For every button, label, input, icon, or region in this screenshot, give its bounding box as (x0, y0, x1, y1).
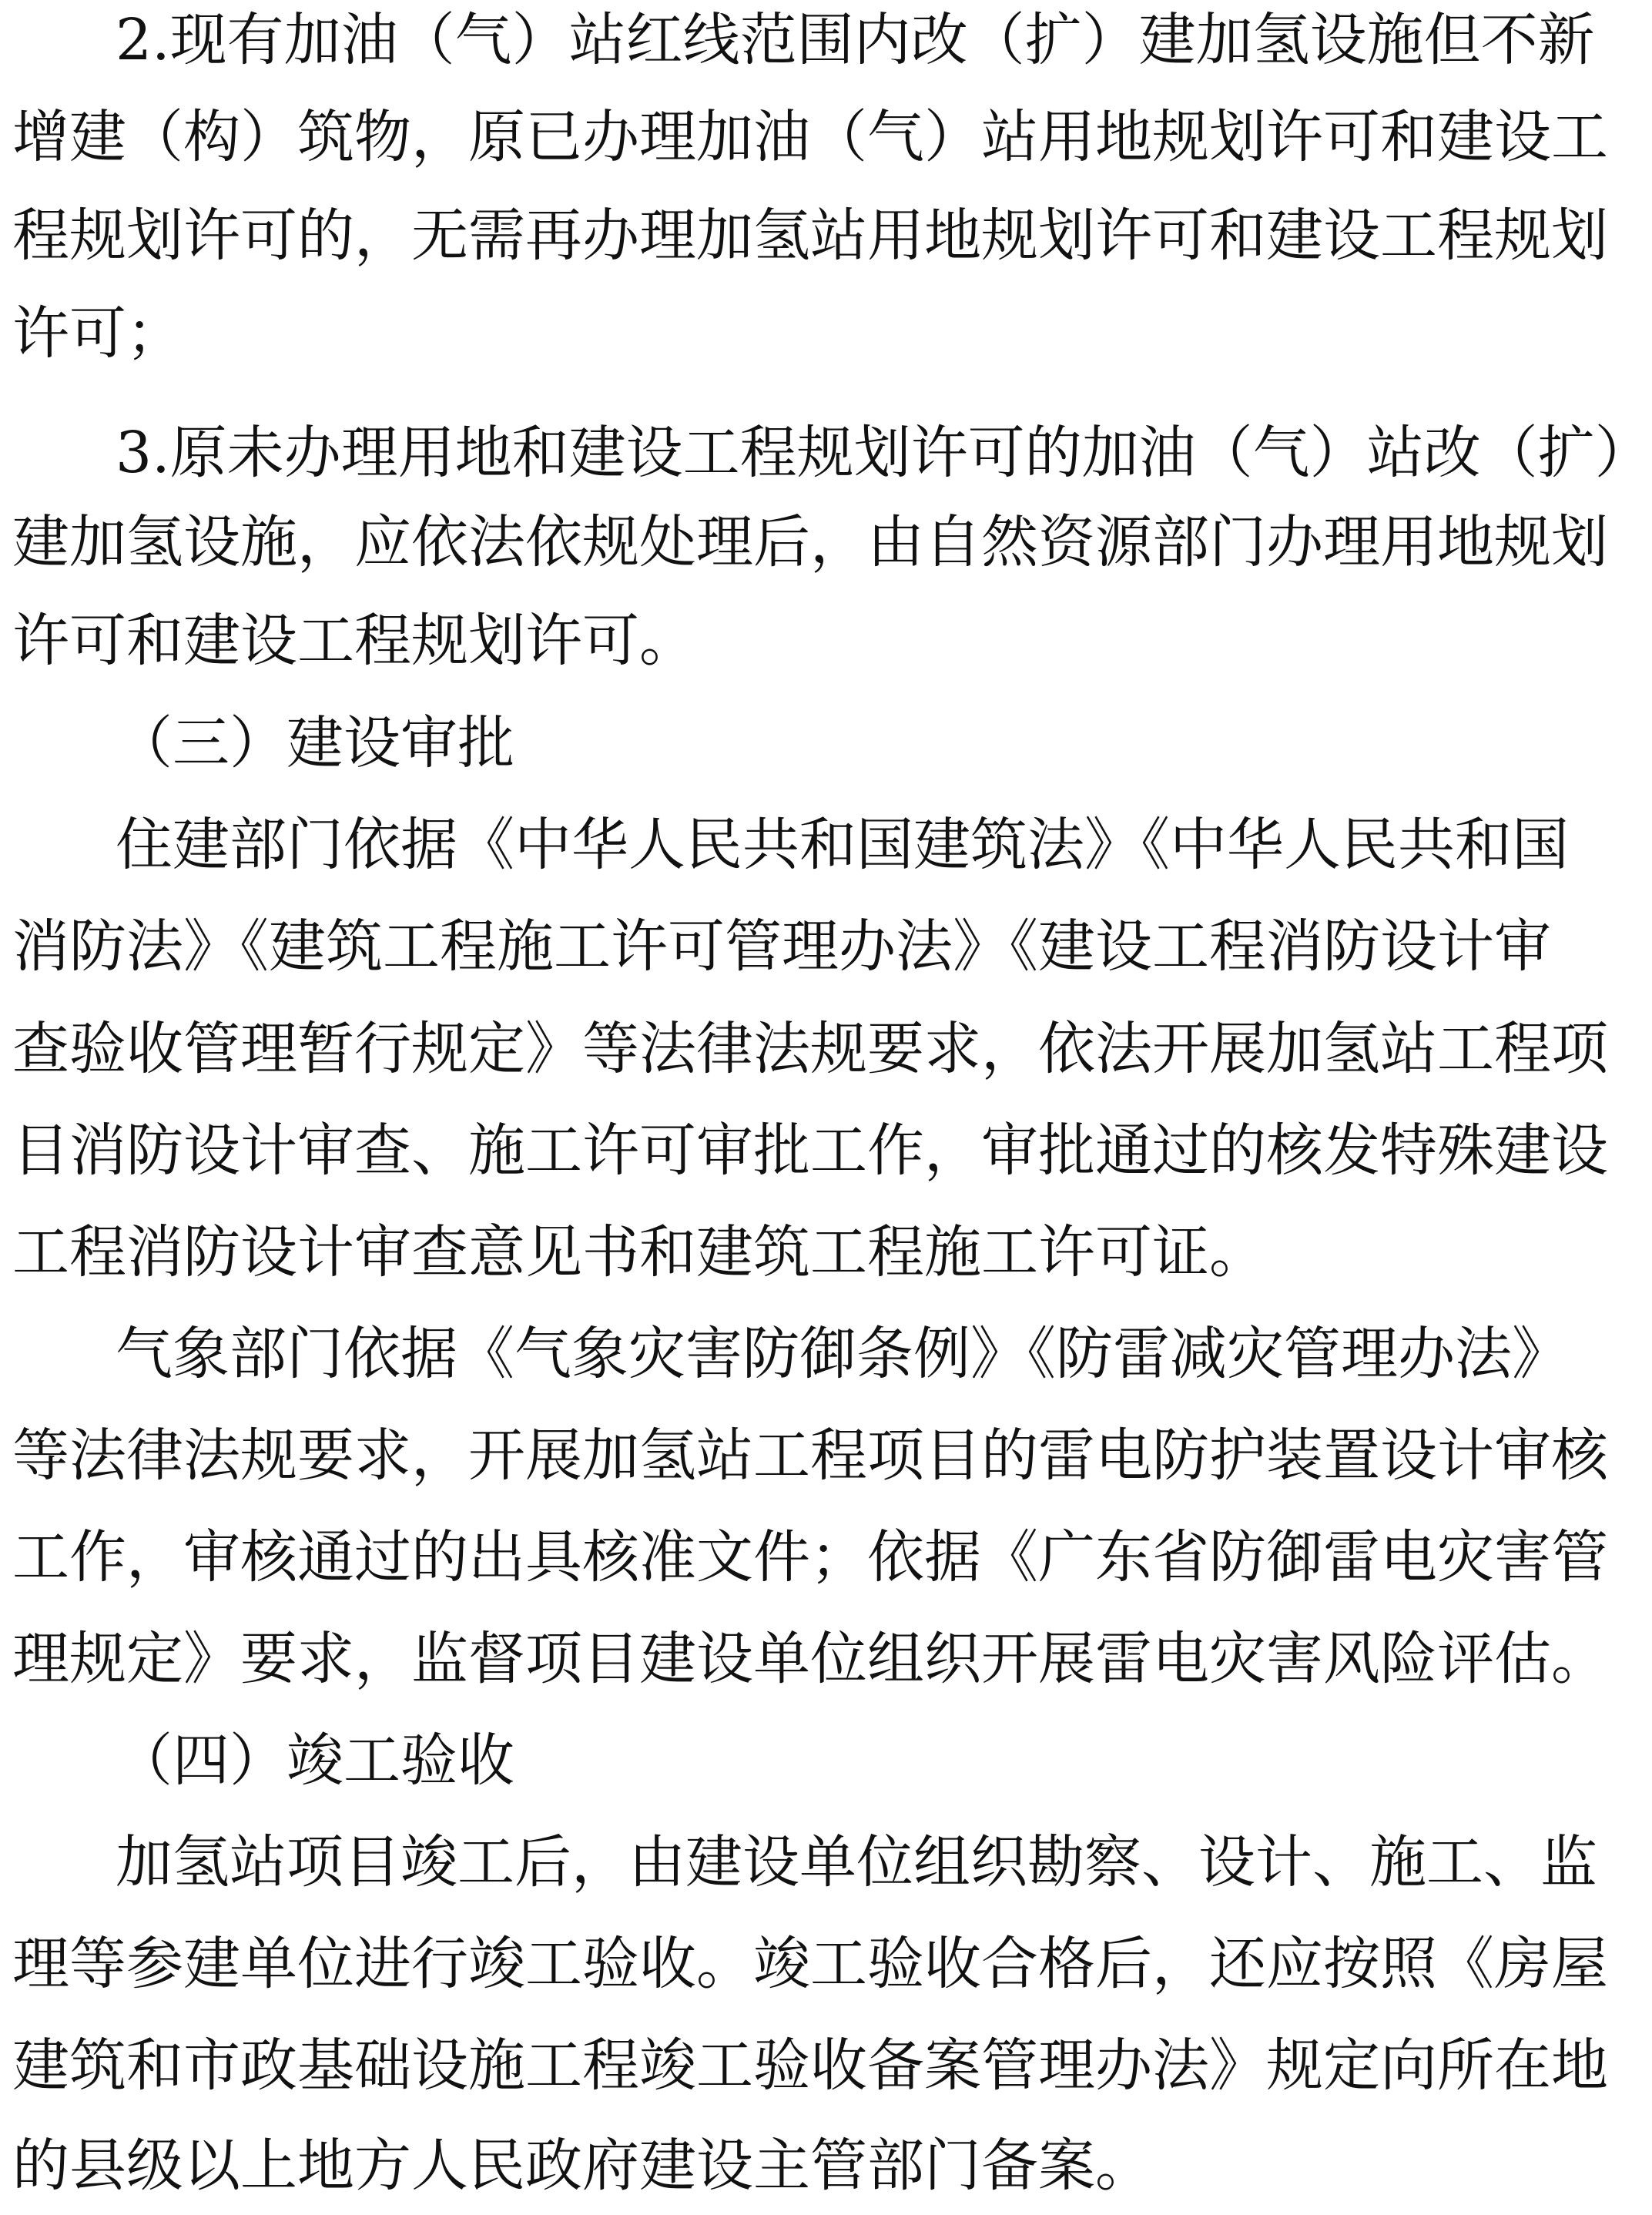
construction-approval-line-3: 查验收管理暂行规定》等法律法规要求，依法开展加氢站工程项 (12, 1016, 1608, 1082)
section-heading-construction-approval: （三）建设审批 (116, 710, 514, 776)
construction-approval-line-4: 目消防设计审查、施工许可审批工作，审批通过的核发特殊建设 (12, 1118, 1608, 1184)
completion-acceptance-line-1: 加氢站项目竣工后，由建设单位组织勘察、设计、施工、监 (116, 1829, 1597, 1895)
completion-acceptance-line-4: 的县级以上地方人民政府建设主管部门备案。 (12, 2133, 1152, 2199)
meteorology-approval-line-1: 气象部门依据《气象灾害防御条例》《防雷减灾管理办法》 (116, 1321, 1569, 1387)
item-3-line-2: 建加氢设施，应依法依规处理后，由自然资源部门办理用地规划 (12, 509, 1608, 575)
item-3-line-1: 3.原未办理用地和建设工程规划许可的加油（气）站改（扩） (116, 420, 1652, 486)
item-2-line-4: 许可； (12, 300, 183, 367)
item-2-line-3: 程规划许可的，无需再办理加氢站用地规划许可和建设工程规划 (12, 203, 1608, 269)
section-heading-completion-acceptance: （四）竣工验收 (116, 1727, 514, 1794)
construction-approval-line-5: 工程消防设计审查意见书和建筑工程施工许可证。 (12, 1219, 1266, 1285)
item-2-line-2: 增建（构）筑物，原已办理加油（气）站用地规划许可和建设工 (12, 104, 1608, 170)
completion-acceptance-line-2: 理等参建单位进行竣工验收。竣工验收合格后，还应按照《房屋 (12, 1931, 1608, 1997)
meteorology-approval-line-4: 理规定》要求，监督项目建设单位组织开展雷电灾害风险评估。 (12, 1626, 1608, 1692)
construction-approval-line-2: 消防法》《建筑工程施工许可管理办法》《建设工程消防设计审 (12, 913, 1551, 980)
meteorology-approval-line-3: 工作，审核通过的出具核准文件；依据《广东省防御雷电灾害管 (12, 1524, 1608, 1590)
item-3-line-3: 许可和建设工程规划许可。 (12, 608, 696, 674)
meteorology-approval-line-2: 等法律法规要求，开展加氢站工程项目的雷电防护装置设计审核 (12, 1422, 1608, 1489)
completion-acceptance-line-3: 建筑和市政基础设施工程竣工验收备案管理办法》规定向所在地 (12, 2032, 1608, 2099)
item-2-line-1: 2.现有加油（气）站红线范围内改（扩）建加氢设施但不新 (116, 7, 1595, 73)
construction-approval-line-1: 住建部门依据《中华人民共和国建筑法》《中华人民共和国 (116, 812, 1569, 878)
